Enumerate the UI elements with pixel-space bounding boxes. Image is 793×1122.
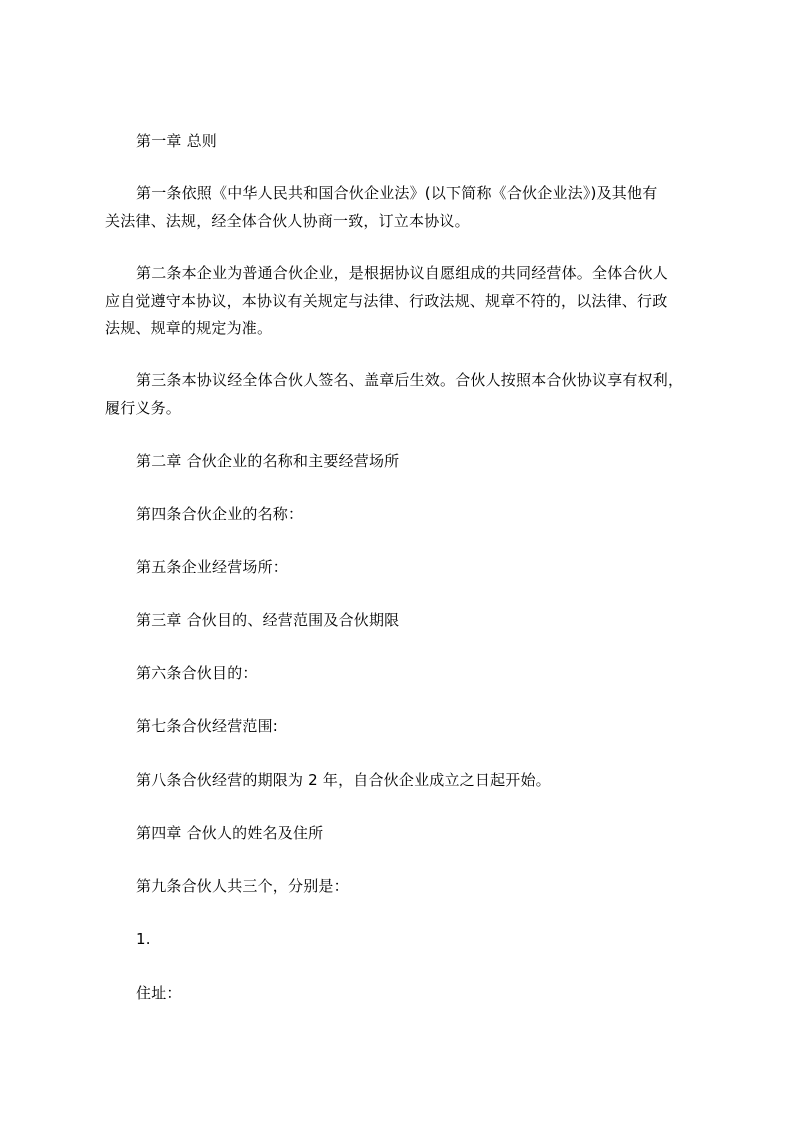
article-3-line-1: 第三条本协议经全体合伙人签名、盖章后生效。合伙人按照本合伙协议享有权利，: [136, 371, 684, 389]
article-2-line-3: 法规、规章的规定为准。: [105, 319, 273, 337]
article-1-line-2: 关法律、法规，经全体合伙人协商一致，订立本协议。: [105, 212, 470, 230]
article-2-line-1: 第二条本企业为普通合伙企业，是根据协议自愿组成的共同经营体。全体合伙人: [136, 264, 669, 282]
article-8: 第八条合伙经营的期限为 2 年，自合伙企业成立之日起开始。: [136, 771, 551, 789]
chapter-4-heading: 第四章 合伙人的姓名及住所: [136, 824, 324, 842]
article-1-line-1: 第一条依照《中华人民共和国合伙企业法》(以下简称《合伙企业法》)及其他有: [136, 184, 658, 202]
article-6: 第六条合伙目的：: [136, 664, 258, 682]
chapter-3-heading: 第三章 合伙目的、经营范围及合伙期限: [136, 611, 400, 629]
chapter-2-heading: 第二章 合伙企业的名称和主要经营场所: [136, 452, 400, 470]
article-4: 第四条合伙企业的名称：: [136, 505, 304, 523]
article-2-line-2: 应自觉遵守本协议，本协议有关规定与法律、行政法规、规章不符的，以法律、行政: [105, 292, 668, 310]
partner-address-label: 住址：: [136, 984, 182, 1002]
chapter-1-heading: 第一章 总则: [136, 132, 217, 150]
article-7: 第七条合伙经营范围:: [136, 717, 279, 735]
partner-item-1: 1.: [136, 930, 151, 948]
article-9: 第九条合伙人共三个，分别是：: [136, 877, 349, 895]
article-3-line-2: 履行义务。: [105, 399, 182, 417]
article-5: 第五条企业经营场所：: [136, 558, 289, 576]
